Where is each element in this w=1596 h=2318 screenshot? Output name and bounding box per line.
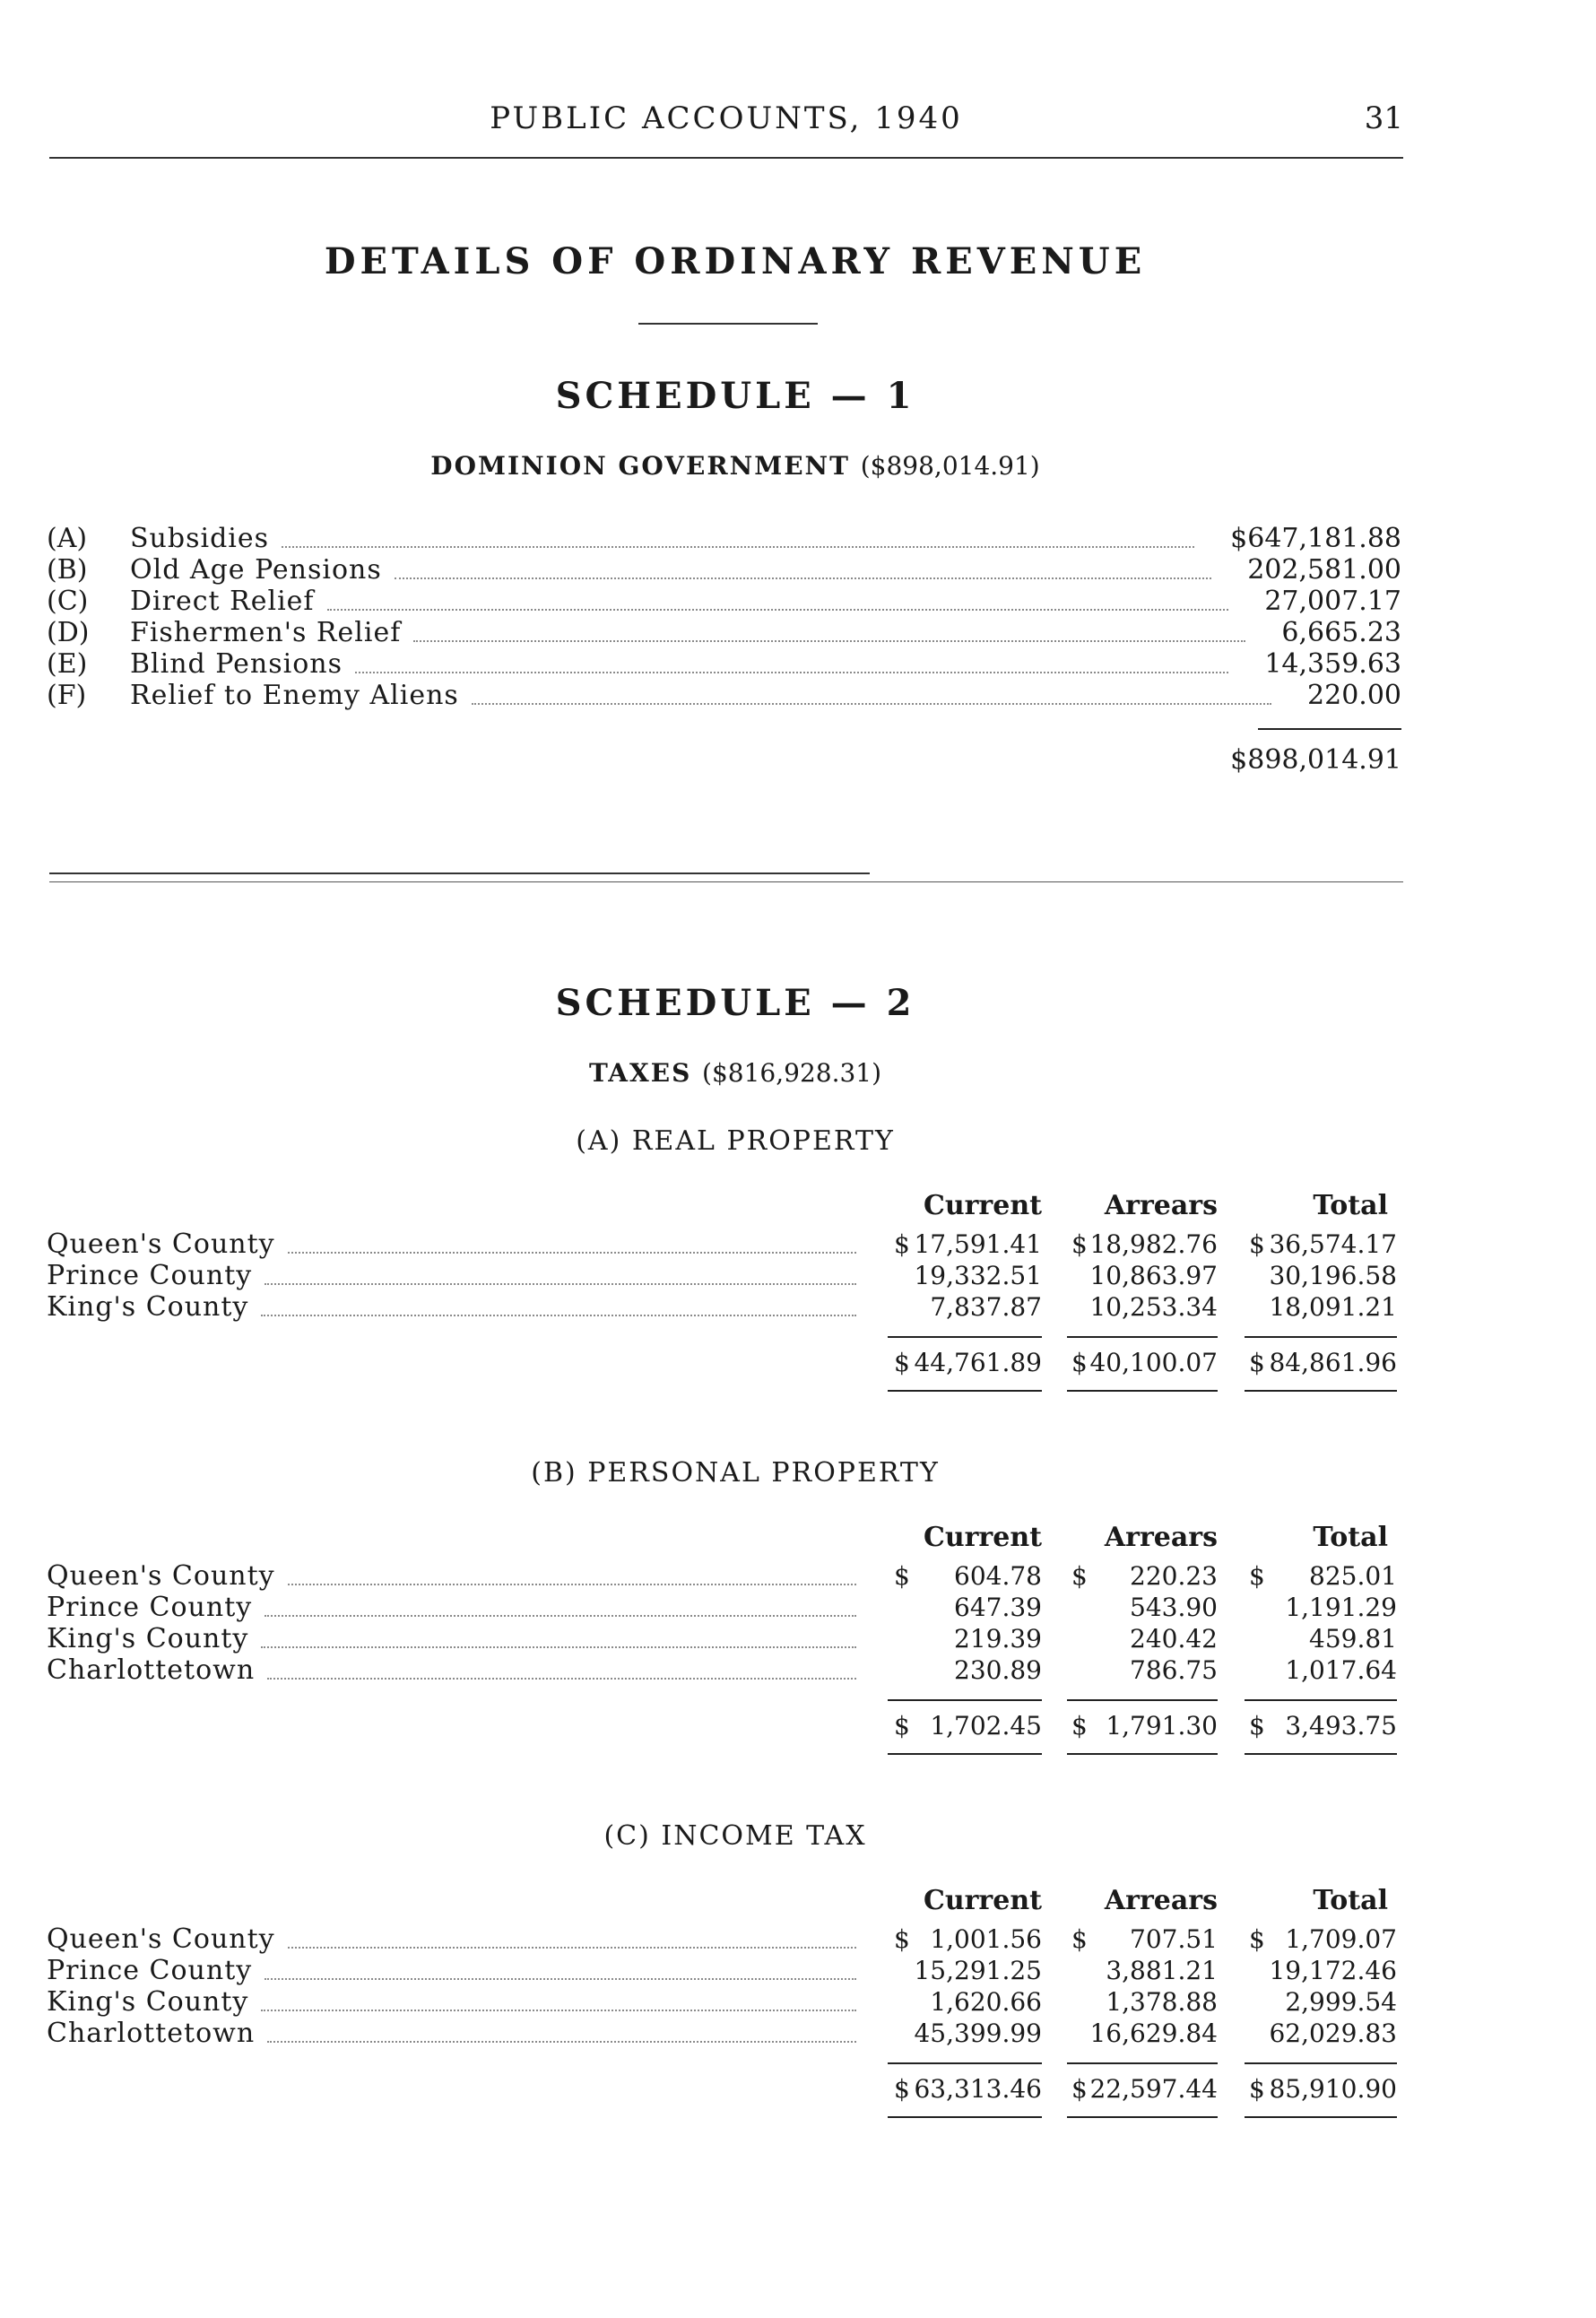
dollar-sign: $	[1071, 2074, 1088, 2104]
table-row	[0, 1291, 1596, 1323]
schedule1-item	[0, 648, 1596, 680]
row-name: Prince County	[47, 1260, 253, 1291]
leader-dots	[327, 609, 1228, 611]
dollar-sign: $	[1071, 1924, 1088, 1954]
schedule1-subtitle-amount: ($898,014.91)	[860, 451, 1040, 481]
dollar-sign: $	[1071, 1229, 1088, 1259]
column-header: Total	[1313, 1522, 1388, 1553]
cell-arrears: 220.23	[1130, 1561, 1218, 1591]
column-header: Current	[923, 1522, 1042, 1553]
column-header: Total	[1313, 1190, 1388, 1221]
dollar-sign: $	[1071, 1711, 1088, 1741]
schedule1-subtitle	[0, 451, 1470, 481]
cell-total: 36,574.17	[1269, 1229, 1397, 1259]
table-row	[0, 1986, 1596, 2018]
cell-current: 7,837.87	[930, 1292, 1042, 1322]
leader-dots	[265, 1615, 856, 1617]
cell-total: 1,709.07	[1285, 1924, 1397, 1954]
subtotal-rule	[1067, 1699, 1218, 1701]
row-name: Charlottetown	[47, 1654, 256, 1686]
table-row	[0, 1654, 1596, 1686]
page-heading: DETAILS OF ORDINARY REVENUE	[324, 240, 1147, 282]
total-rule	[888, 2116, 1042, 2118]
item-letter: (F)	[47, 680, 87, 711]
total-rule	[888, 1753, 1042, 1755]
item-letter: (D)	[47, 617, 90, 648]
row-name: Queen's County	[47, 1228, 275, 1260]
total-total: 84,861.96	[1269, 1348, 1397, 1377]
cell-current: 45,399.99	[914, 2018, 1042, 2048]
dollar-sign: $	[894, 1711, 910, 1741]
row-name: Queen's County	[47, 1923, 275, 1955]
column-header: Current	[923, 1190, 1042, 1221]
table-row	[0, 1592, 1596, 1623]
dollar-sign: $	[894, 1348, 910, 1377]
row-name: King's County	[47, 1291, 249, 1323]
leader-dots	[472, 703, 1271, 705]
cell-current: 1,620.66	[930, 1987, 1042, 2017]
column-header: Arrears	[1104, 1885, 1218, 1916]
cell-arrears: 18,982.76	[1089, 1229, 1218, 1259]
cell-total: 825.01	[1309, 1561, 1397, 1591]
dollar-sign: $	[1249, 2074, 1265, 2104]
item-letter: (C)	[47, 586, 89, 617]
cell-current: 1,001.56	[930, 1924, 1042, 1954]
leader-dots	[261, 2010, 856, 2011]
row-name: King's County	[47, 1986, 249, 2018]
cell-total: 459.81	[1309, 1624, 1397, 1654]
cell-total: 62,029.83	[1269, 2018, 1397, 2048]
total-current: 63,313.46	[914, 2074, 1042, 2104]
leader-dots	[413, 640, 1245, 642]
separator-rule-1	[49, 873, 870, 874]
total-rule	[1067, 2116, 1218, 2118]
dollar-sign: $	[894, 1561, 910, 1591]
cell-total: 30,196.58	[1269, 1261, 1397, 1290]
item-letter: (B)	[47, 554, 88, 586]
leader-dots	[265, 1283, 856, 1285]
table-row	[0, 2018, 1596, 2049]
heading-underline	[638, 323, 818, 325]
cell-arrears: 707.51	[1130, 1924, 1218, 1954]
item-amount: 27,007.17	[1264, 586, 1401, 617]
total-current: 44,761.89	[914, 1348, 1042, 1377]
cell-current: 604.78	[954, 1561, 1042, 1591]
cell-current: 219.39	[954, 1624, 1042, 1654]
total-current: 1,702.45	[930, 1711, 1042, 1741]
subtotal-rule	[888, 1336, 1042, 1338]
item-label: Fishermen's Relief	[130, 617, 402, 648]
schedule2-title: SCHEDULE — 2	[555, 982, 915, 1024]
item-letter: (A)	[47, 523, 88, 554]
table-row	[0, 1955, 1596, 1986]
leader-dots	[288, 1252, 856, 1254]
row-name: Prince County	[47, 1955, 253, 1986]
schedule1-subtitle-text: DOMINION GOVERNMENT	[430, 451, 850, 481]
cell-arrears: 543.90	[1130, 1593, 1218, 1622]
item-amount: 202,581.00	[1247, 554, 1401, 586]
item-amount: 6,665.23	[1281, 617, 1401, 648]
cell-total: 1,191.29	[1285, 1593, 1397, 1622]
column-header: Total	[1313, 1885, 1388, 1916]
totals-row	[0, 1347, 1596, 1378]
cell-current: 647.39	[954, 1593, 1042, 1622]
schedule1-total-row	[0, 744, 1596, 776]
item-label: Relief to Enemy Aliens	[130, 680, 459, 711]
subtotal-rule	[1245, 1699, 1397, 1701]
section-title: (B) PERSONAL PROPERTY	[531, 1457, 940, 1489]
table-row	[0, 1923, 1596, 1955]
leader-dots	[395, 577, 1211, 579]
item-amount: 14,359.63	[1264, 648, 1401, 680]
total-total: 85,910.90	[1269, 2074, 1397, 2104]
total-rule	[1245, 2116, 1397, 2118]
leader-dots	[355, 672, 1228, 673]
item-label: Subsidies	[130, 523, 270, 554]
total-rule	[1067, 1390, 1218, 1392]
schedule2-subtitle-text: TAXES	[588, 1058, 692, 1088]
total-arrears: 22,597.44	[1089, 2074, 1218, 2104]
column-header: Arrears	[1104, 1522, 1218, 1553]
cell-current: 19,332.51	[914, 1261, 1042, 1290]
schedule1-total: $898,014.91	[1230, 744, 1401, 776]
separator-rule-2	[49, 881, 1403, 882]
leader-dots	[288, 1947, 856, 1949]
schedule1-item	[0, 523, 1596, 554]
subtotal-rule	[1067, 1336, 1218, 1338]
row-name: Prince County	[47, 1592, 253, 1623]
dollar-sign: $	[1071, 1561, 1088, 1591]
dollar-sign: $	[1249, 1711, 1265, 1741]
leader-dots	[288, 1584, 856, 1585]
cell-total: 2,999.54	[1285, 1987, 1397, 2017]
dollar-sign: $	[894, 1229, 910, 1259]
table-row	[0, 1260, 1596, 1291]
total-arrears: 40,100.07	[1089, 1348, 1218, 1377]
dollar-sign: $	[1249, 1924, 1265, 1954]
dollar-sign: $	[1249, 1348, 1265, 1377]
cell-arrears: 3,881.21	[1106, 1956, 1218, 1985]
leader-dots	[261, 1646, 856, 1648]
total-rule	[888, 1390, 1042, 1392]
item-letter: (E)	[47, 648, 88, 680]
leader-dots	[267, 2041, 856, 2043]
row-name: Queen's County	[47, 1560, 275, 1592]
total-rule	[1245, 1753, 1397, 1755]
item-amount: 220.00	[1307, 680, 1401, 711]
cell-arrears: 10,863.97	[1089, 1261, 1218, 1290]
total-rule	[1067, 1753, 1218, 1755]
schedule1-item	[0, 554, 1596, 586]
dollar-sign: $	[1249, 1561, 1265, 1591]
totals-row	[0, 2073, 1596, 2105]
subtotal-rule	[1067, 2062, 1218, 2064]
item-label: Old Age Pensions	[130, 554, 382, 586]
total-rule	[1245, 1390, 1397, 1392]
table-row	[0, 1560, 1596, 1592]
leader-dots	[282, 546, 1194, 548]
cell-total: 19,172.46	[1269, 1956, 1397, 1985]
item-label: Direct Relief	[130, 586, 315, 617]
subtotal-rule	[1245, 2062, 1397, 2064]
row-name: King's County	[47, 1623, 249, 1654]
dollar-sign: $	[1249, 1229, 1265, 1259]
cell-total: 1,017.64	[1285, 1655, 1397, 1685]
column-header: Arrears	[1104, 1190, 1218, 1221]
table-row	[0, 1228, 1596, 1260]
totals-row	[0, 1710, 1596, 1741]
table-row	[0, 1623, 1596, 1654]
cell-arrears: 10,253.34	[1089, 1292, 1218, 1322]
schedule1-total-rule	[1258, 728, 1401, 730]
leader-dots	[261, 1315, 856, 1316]
section-title: (A) REAL PROPERTY	[576, 1125, 895, 1157]
item-amount: $647,181.88	[1230, 523, 1401, 554]
running-head-title: PUBLIC ACCOUNTS, 1940	[490, 100, 963, 136]
header-rule	[49, 157, 1403, 159]
cell-arrears: 16,629.84	[1089, 2018, 1218, 2048]
subtotal-rule	[888, 2062, 1042, 2064]
dollar-sign: $	[1071, 1348, 1088, 1377]
schedule1-item	[0, 586, 1596, 617]
dollar-sign: $	[894, 2074, 910, 2104]
cell-current: 230.89	[954, 1655, 1042, 1685]
leader-dots	[267, 1678, 856, 1680]
cell-arrears: 1,378.88	[1106, 1987, 1218, 2017]
schedule2-subtitle	[0, 1058, 1470, 1088]
cell-total: 18,091.21	[1269, 1292, 1397, 1322]
leader-dots	[265, 1978, 856, 1980]
page-number: 31	[1364, 100, 1403, 136]
column-header: Current	[923, 1885, 1042, 1916]
cell-arrears: 786.75	[1130, 1655, 1218, 1685]
schedule1-title: SCHEDULE — 1	[555, 375, 915, 417]
running-head	[0, 100, 1596, 145]
subtotal-rule	[888, 1699, 1042, 1701]
schedule2-subtitle-amount: ($816,928.31)	[702, 1058, 882, 1088]
cell-arrears: 240.42	[1130, 1624, 1218, 1654]
section-title: (C) INCOME TAX	[603, 1820, 867, 1852]
dollar-sign: $	[894, 1924, 910, 1954]
total-arrears: 1,791.30	[1106, 1711, 1218, 1741]
item-label: Blind Pensions	[130, 648, 343, 680]
schedule1-item	[0, 680, 1596, 711]
schedule1-item	[0, 617, 1596, 648]
cell-current: 17,591.41	[914, 1229, 1042, 1259]
cell-current: 15,291.25	[914, 1956, 1042, 1985]
row-name: Charlottetown	[47, 2018, 256, 2049]
total-total: 3,493.75	[1285, 1711, 1397, 1741]
subtotal-rule	[1245, 1336, 1397, 1338]
